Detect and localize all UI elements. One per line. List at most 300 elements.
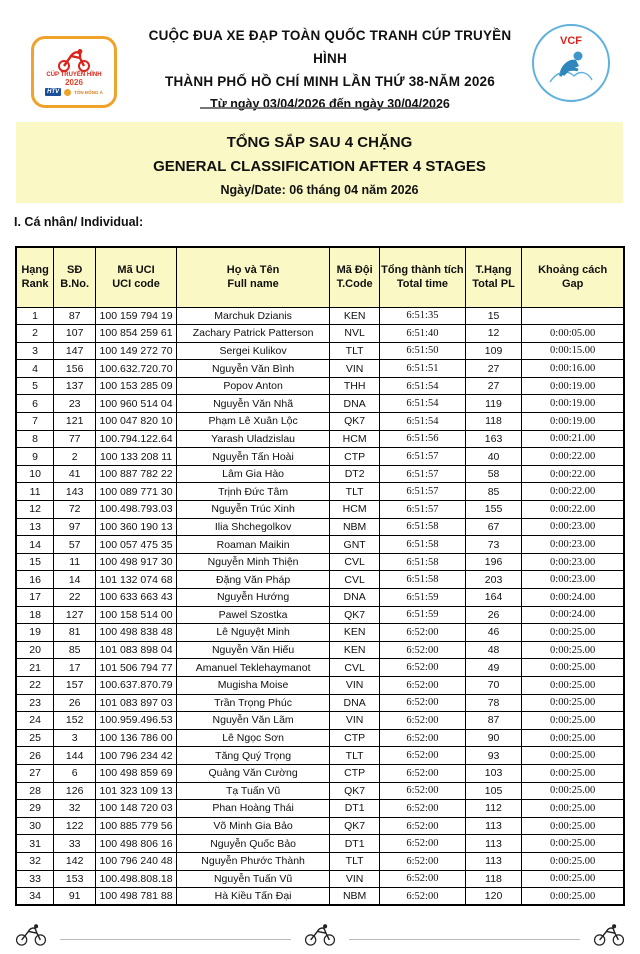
total-time-cell: 6:52:00 bbox=[380, 835, 466, 853]
bib-number-cell: 122 bbox=[54, 817, 96, 835]
bib-number-cell: 91 bbox=[54, 888, 96, 906]
total-pl-cell: 155 bbox=[465, 501, 522, 519]
full-name-cell: Lâm Gia Hào bbox=[176, 465, 329, 483]
uci-code-cell: 100 498 781 88 bbox=[96, 888, 177, 906]
full-name-cell: Roaman Maikin bbox=[176, 536, 329, 554]
uci-code-cell: 101 506 794 77 bbox=[96, 659, 177, 677]
table-row bbox=[16, 817, 624, 835]
total-time-cell: 6:51:54 bbox=[380, 395, 466, 413]
gap-cell bbox=[522, 307, 624, 325]
total-time-cell: 6:51:35 bbox=[380, 307, 466, 325]
ton-dong-a-icon bbox=[64, 89, 71, 96]
uci-code-cell: 100 498 859 69 bbox=[96, 764, 177, 782]
uci-code-cell: 101 083 897 03 bbox=[96, 694, 177, 712]
gc-table-body bbox=[16, 307, 624, 905]
uci-code-cell: 100 960 514 04 bbox=[96, 395, 177, 413]
full-name-cell: Sergei Kulikov bbox=[176, 342, 329, 360]
full-name-cell: Nguyễn Văn Nhã bbox=[176, 395, 329, 413]
rank-cell: 30 bbox=[16, 817, 54, 835]
rank-cell: 2 bbox=[16, 325, 54, 343]
total-time-cell: 6:51:58 bbox=[380, 571, 466, 589]
team-code-cell: DT2 bbox=[330, 465, 380, 483]
table-row bbox=[16, 729, 624, 747]
table-row bbox=[16, 782, 624, 800]
rank-cell: 18 bbox=[16, 606, 54, 624]
total-pl-cell: 40 bbox=[465, 448, 522, 466]
uci-code-cell: 100 498 838 48 bbox=[96, 624, 177, 642]
document-footer bbox=[0, 912, 640, 948]
footer-line bbox=[60, 939, 291, 940]
total-time-cell: 6:51:57 bbox=[380, 465, 466, 483]
total-time-cell: 6:51:40 bbox=[380, 325, 466, 343]
team-code-cell: QK7 bbox=[330, 606, 380, 624]
full-name-cell: Đặng Văn Pháp bbox=[176, 571, 329, 589]
vcf-logo bbox=[532, 24, 610, 102]
bib-number-cell: 152 bbox=[54, 712, 96, 730]
footer-line bbox=[349, 939, 580, 940]
bib-number-cell: 157 bbox=[54, 676, 96, 694]
bib-number-cell: 127 bbox=[54, 606, 96, 624]
bib-number-cell: 97 bbox=[54, 518, 96, 536]
event-title-line1: CUỘC ĐUA XE ĐẠP TOÀN QUỐC TRANH CÚP TRUYỀN HÌNH bbox=[148, 28, 512, 66]
table-row bbox=[16, 747, 624, 765]
table-row bbox=[16, 483, 624, 501]
team-code-cell: QK7 bbox=[330, 817, 380, 835]
uci-code-cell: 100.498.793.03 bbox=[96, 501, 177, 519]
full-name-cell: Marchuk Dzianis bbox=[176, 307, 329, 325]
full-name-cell: Nguyễn Trúc Xinh bbox=[176, 501, 329, 519]
full-name-cell: Nguyễn Văn Bình bbox=[176, 360, 329, 378]
team-code-cell: DNA bbox=[330, 589, 380, 607]
total-time-cell: 6:52:00 bbox=[380, 659, 466, 677]
general-classification-table bbox=[15, 246, 625, 906]
table-row bbox=[16, 395, 624, 413]
table-row bbox=[16, 835, 624, 853]
total-pl-cell: 119 bbox=[465, 395, 522, 413]
rank-cell: 12 bbox=[16, 501, 54, 519]
table-row bbox=[16, 624, 624, 642]
bib-number-cell: 72 bbox=[54, 501, 96, 519]
gap-cell: 0:00:23.00 bbox=[522, 553, 624, 571]
full-name-cell: Nguyễn Tấn Hoài bbox=[176, 448, 329, 466]
rank-cell: 13 bbox=[16, 518, 54, 536]
rank-cell: 16 bbox=[16, 571, 54, 589]
uci-code-cell: 100.498.808.18 bbox=[96, 870, 177, 888]
gap-cell: 0:00:05.00 bbox=[522, 325, 624, 343]
bib-number-cell: 85 bbox=[54, 641, 96, 659]
total-time-cell: 6:51:54 bbox=[380, 377, 466, 395]
total-pl-cell: 112 bbox=[465, 800, 522, 818]
table-row bbox=[16, 888, 624, 906]
total-pl-cell: 196 bbox=[465, 553, 522, 571]
total-pl-cell: 164 bbox=[465, 589, 522, 607]
bib-number-cell: 142 bbox=[54, 852, 96, 870]
team-code-cell: KEN bbox=[330, 624, 380, 642]
bib-number-cell: 143 bbox=[54, 483, 96, 501]
table-row bbox=[16, 852, 624, 870]
team-code-cell: DNA bbox=[330, 694, 380, 712]
total-pl-cell: 27 bbox=[465, 377, 522, 395]
uci-code-cell: 100 498 806 16 bbox=[96, 835, 177, 853]
banner-date: Ngày/Date: 06 tháng 04 năm 2026 bbox=[220, 183, 419, 197]
bib-number-cell: 3 bbox=[54, 729, 96, 747]
bib-number-cell: 81 bbox=[54, 624, 96, 642]
rank-cell: 4 bbox=[16, 360, 54, 378]
team-code-cell: THH bbox=[330, 377, 380, 395]
rank-cell: 21 bbox=[16, 659, 54, 677]
event-title-line2: THÀNH PHỐ HỒ CHÍ MINH LẦN THỨ 38-NĂM 2026 bbox=[165, 74, 495, 89]
section-label-individual: I. Cá nhân/ Individual: bbox=[14, 215, 144, 229]
total-pl-cell: 103 bbox=[465, 764, 522, 782]
full-name-cell: Phạm Lê Xuân Lộc bbox=[176, 413, 329, 431]
bib-number-cell: 147 bbox=[54, 342, 96, 360]
rank-cell: 24 bbox=[16, 712, 54, 730]
cyclist-icon bbox=[303, 920, 337, 948]
full-name-cell: Nguyễn Minh Thiện bbox=[176, 553, 329, 571]
gap-cell: 0:00:19.00 bbox=[522, 413, 624, 431]
cup-logo-sponsors bbox=[45, 88, 103, 96]
uci-code-cell: 100 498 917 30 bbox=[96, 553, 177, 571]
uci-code-cell: 101 083 898 04 bbox=[96, 641, 177, 659]
full-name-cell: Phan Hoàng Thái bbox=[176, 800, 329, 818]
total-pl-cell: 67 bbox=[465, 518, 522, 536]
classification-banner bbox=[16, 122, 623, 203]
gap-cell: 0:00:24.00 bbox=[522, 589, 624, 607]
team-code-cell: VIN bbox=[330, 870, 380, 888]
total-time-cell: 6:51:51 bbox=[380, 360, 466, 378]
team-code-cell: KEN bbox=[330, 641, 380, 659]
total-pl-cell: 15 bbox=[465, 307, 522, 325]
rank-cell: 14 bbox=[16, 536, 54, 554]
total-pl-cell: 120 bbox=[465, 888, 522, 906]
uci-code-cell: 100.794.122.64 bbox=[96, 430, 177, 448]
team-code-cell: CVL bbox=[330, 571, 380, 589]
rank-cell: 7 bbox=[16, 413, 54, 431]
bib-number-cell: 33 bbox=[54, 835, 96, 853]
cyclist-icon bbox=[592, 920, 626, 948]
col-header-uci: Mã UCI UCI code bbox=[96, 247, 177, 307]
rank-cell: 25 bbox=[16, 729, 54, 747]
team-code-cell: VIN bbox=[330, 712, 380, 730]
full-name-cell: Lê Nguyệt Minh bbox=[176, 624, 329, 642]
uci-code-cell: 100 136 786 00 bbox=[96, 729, 177, 747]
total-time-cell: 6:52:00 bbox=[380, 817, 466, 835]
team-code-cell: HCM bbox=[330, 430, 380, 448]
table-row bbox=[16, 465, 624, 483]
rank-cell: 33 bbox=[16, 870, 54, 888]
total-pl-cell: 26 bbox=[465, 606, 522, 624]
table-row bbox=[16, 342, 624, 360]
rank-cell: 29 bbox=[16, 800, 54, 818]
full-name-cell: Yarash Uladzislau bbox=[176, 430, 329, 448]
rank-cell: 19 bbox=[16, 624, 54, 642]
total-pl-cell: 118 bbox=[465, 870, 522, 888]
full-name-cell: Zachary Patrick Patterson bbox=[176, 325, 329, 343]
bib-number-cell: 6 bbox=[54, 764, 96, 782]
table-row bbox=[16, 606, 624, 624]
uci-code-cell: 100 885 779 56 bbox=[96, 817, 177, 835]
bib-number-cell: 22 bbox=[54, 589, 96, 607]
table-row bbox=[16, 641, 624, 659]
bib-number-cell: 17 bbox=[54, 659, 96, 677]
full-name-cell: Ilia Shchegolkov bbox=[176, 518, 329, 536]
rank-cell: 26 bbox=[16, 747, 54, 765]
table-row bbox=[16, 377, 624, 395]
full-name-cell: Tạ Tuấn Vũ bbox=[176, 782, 329, 800]
bib-number-cell: 2 bbox=[54, 448, 96, 466]
total-pl-cell: 93 bbox=[465, 747, 522, 765]
rank-cell: 23 bbox=[16, 694, 54, 712]
gap-cell: 0:00:25.00 bbox=[522, 782, 624, 800]
uci-code-cell: 101 132 074 68 bbox=[96, 571, 177, 589]
total-time-cell: 6:52:00 bbox=[380, 694, 466, 712]
rank-cell: 10 bbox=[16, 465, 54, 483]
uci-code-cell: 100.637.870.79 bbox=[96, 676, 177, 694]
total-pl-cell: 78 bbox=[465, 694, 522, 712]
full-name-cell: Nguyễn Văn Lãm bbox=[176, 712, 329, 730]
rank-cell: 22 bbox=[16, 676, 54, 694]
rank-cell: 11 bbox=[16, 483, 54, 501]
full-name-cell: Trần Trọng Phúc bbox=[176, 694, 329, 712]
rank-cell: 1 bbox=[16, 307, 54, 325]
gap-cell: 0:00:22.00 bbox=[522, 483, 624, 501]
team-code-cell: TLT bbox=[330, 747, 380, 765]
total-pl-cell: 113 bbox=[465, 817, 522, 835]
full-name-cell: Nguyễn Hướng bbox=[176, 589, 329, 607]
table-row bbox=[16, 694, 624, 712]
full-name-cell: Quảng Văn Cường bbox=[176, 764, 329, 782]
event-title bbox=[130, 24, 530, 116]
team-code-cell: DNA bbox=[330, 395, 380, 413]
gap-cell: 0:00:25.00 bbox=[522, 835, 624, 853]
gap-cell: 0:00:23.00 bbox=[522, 518, 624, 536]
bib-number-cell: 87 bbox=[54, 307, 96, 325]
total-time-cell: 6:52:00 bbox=[380, 852, 466, 870]
gap-cell: 0:00:16.00 bbox=[522, 360, 624, 378]
full-name-cell: Nguyễn Quốc Bảo bbox=[176, 835, 329, 853]
rank-cell: 32 bbox=[16, 852, 54, 870]
team-code-cell: CTP bbox=[330, 764, 380, 782]
table-row bbox=[16, 589, 624, 607]
vcf-logo-abbr: VCF bbox=[560, 35, 582, 47]
gap-cell: 0:00:19.00 bbox=[522, 395, 624, 413]
htv-cup-logo bbox=[31, 36, 117, 108]
full-name-cell: Mugisha Moise bbox=[176, 676, 329, 694]
total-time-cell: 6:52:00 bbox=[380, 729, 466, 747]
bib-number-cell: 26 bbox=[54, 694, 96, 712]
table-row bbox=[16, 501, 624, 519]
gap-cell: 0:00:15.00 bbox=[522, 342, 624, 360]
bib-number-cell: 137 bbox=[54, 377, 96, 395]
team-code-cell: KEN bbox=[330, 307, 380, 325]
total-time-cell: 6:52:00 bbox=[380, 676, 466, 694]
total-pl-cell: 87 bbox=[465, 712, 522, 730]
gap-cell: 0:00:25.00 bbox=[522, 624, 624, 642]
team-code-cell: VIN bbox=[330, 676, 380, 694]
total-pl-cell: 109 bbox=[465, 342, 522, 360]
total-pl-cell: 90 bbox=[465, 729, 522, 747]
header-divider bbox=[200, 107, 438, 109]
team-code-cell: CTP bbox=[330, 729, 380, 747]
uci-code-cell: 100 159 794 19 bbox=[96, 307, 177, 325]
total-pl-cell: 105 bbox=[465, 782, 522, 800]
table-row bbox=[16, 536, 624, 554]
total-time-cell: 6:52:00 bbox=[380, 870, 466, 888]
gap-cell: 0:00:25.00 bbox=[522, 800, 624, 818]
bib-number-cell: 11 bbox=[54, 553, 96, 571]
cyclist-icon bbox=[548, 46, 594, 86]
team-code-cell: QK7 bbox=[330, 782, 380, 800]
gap-cell: 0:00:25.00 bbox=[522, 764, 624, 782]
uci-code-cell: 100 153 285 09 bbox=[96, 377, 177, 395]
full-name-cell: Nguyễn Tuấn Vũ bbox=[176, 870, 329, 888]
bib-number-cell: 121 bbox=[54, 413, 96, 431]
full-name-cell: Nguyễn Phước Thành bbox=[176, 852, 329, 870]
table-row bbox=[16, 325, 624, 343]
table-row bbox=[16, 712, 624, 730]
table-header-row bbox=[16, 247, 624, 307]
rank-cell: 34 bbox=[16, 888, 54, 906]
gap-cell: 0:00:25.00 bbox=[522, 712, 624, 730]
total-time-cell: 6:52:00 bbox=[380, 764, 466, 782]
full-name-cell: Trịnh Đức Tâm bbox=[176, 483, 329, 501]
team-code-cell: DT1 bbox=[330, 835, 380, 853]
event-date-range: Từ ngày 03/04/2026 đến ngày 30/04/2026 bbox=[210, 97, 450, 111]
bib-number-cell: 32 bbox=[54, 800, 96, 818]
bib-number-cell: 77 bbox=[54, 430, 96, 448]
uci-code-cell: 100 057 475 35 bbox=[96, 536, 177, 554]
total-time-cell: 6:52:00 bbox=[380, 888, 466, 906]
team-code-cell: TLT bbox=[330, 483, 380, 501]
total-time-cell: 6:52:00 bbox=[380, 624, 466, 642]
total-time-cell: 6:51:58 bbox=[380, 553, 466, 571]
col-header-time: Tổng thành tích Total time bbox=[380, 247, 466, 307]
gap-cell: 0:00:25.00 bbox=[522, 817, 624, 835]
team-code-cell: GNT bbox=[330, 536, 380, 554]
col-header-gap: Khoảng cách Gap bbox=[522, 247, 624, 307]
banner-title-en: GENERAL CLASSIFICATION AFTER 4 STAGES bbox=[153, 158, 486, 175]
table-row bbox=[16, 764, 624, 782]
total-pl-cell: 118 bbox=[465, 413, 522, 431]
total-time-cell: 6:51:57 bbox=[380, 483, 466, 501]
rank-cell: 6 bbox=[16, 395, 54, 413]
table-row bbox=[16, 659, 624, 677]
gap-cell: 0:00:19.00 bbox=[522, 377, 624, 395]
gap-cell: 0:00:22.00 bbox=[522, 501, 624, 519]
team-code-cell: NVL bbox=[330, 325, 380, 343]
team-code-cell: CVL bbox=[330, 553, 380, 571]
gap-cell: 0:00:24.00 bbox=[522, 606, 624, 624]
rank-cell: 31 bbox=[16, 835, 54, 853]
table-row bbox=[16, 307, 624, 325]
total-pl-cell: 203 bbox=[465, 571, 522, 589]
total-time-cell: 6:52:00 bbox=[380, 712, 466, 730]
cup-logo-name: CÚP TRUYỀN HÌNH bbox=[46, 72, 102, 78]
total-pl-cell: 48 bbox=[465, 641, 522, 659]
rank-cell: 9 bbox=[16, 448, 54, 466]
table-row bbox=[16, 676, 624, 694]
table-row bbox=[16, 870, 624, 888]
full-name-cell: Popov Anton bbox=[176, 377, 329, 395]
uci-code-cell: 100 854 259 61 bbox=[96, 325, 177, 343]
gap-cell: 0:00:25.00 bbox=[522, 694, 624, 712]
total-time-cell: 6:51:56 bbox=[380, 430, 466, 448]
total-pl-cell: 58 bbox=[465, 465, 522, 483]
total-pl-cell: 49 bbox=[465, 659, 522, 677]
team-code-cell: DT1 bbox=[330, 800, 380, 818]
gap-cell: 0:00:25.00 bbox=[522, 641, 624, 659]
table-row bbox=[16, 430, 624, 448]
table-row bbox=[16, 518, 624, 536]
rank-cell: 20 bbox=[16, 641, 54, 659]
total-time-cell: 6:52:00 bbox=[380, 782, 466, 800]
total-time-cell: 6:51:57 bbox=[380, 501, 466, 519]
uci-code-cell: 100.632.720.70 bbox=[96, 360, 177, 378]
uci-code-cell: 100 887 782 22 bbox=[96, 465, 177, 483]
uci-code-cell: 100 133 208 11 bbox=[96, 448, 177, 466]
gap-cell: 0:00:25.00 bbox=[522, 676, 624, 694]
total-time-cell: 6:51:50 bbox=[380, 342, 466, 360]
uci-code-cell: 100 158 514 00 bbox=[96, 606, 177, 624]
full-name-cell: Lê Ngọc Sơn bbox=[176, 729, 329, 747]
rank-cell: 27 bbox=[16, 764, 54, 782]
col-header-name: Họ và Tên Full name bbox=[176, 247, 329, 307]
document-header bbox=[0, 0, 640, 118]
bib-number-cell: 153 bbox=[54, 870, 96, 888]
bib-number-cell: 57 bbox=[54, 536, 96, 554]
htv-logo: HTV bbox=[47, 89, 60, 95]
gap-cell: 0:00:21.00 bbox=[522, 430, 624, 448]
uci-code-cell: 100 360 190 13 bbox=[96, 518, 177, 536]
gap-cell: 0:00:23.00 bbox=[522, 536, 624, 554]
total-time-cell: 6:52:00 bbox=[380, 800, 466, 818]
total-pl-cell: 113 bbox=[465, 835, 522, 853]
col-header-bno: SĐ B.No. bbox=[54, 247, 96, 307]
table-row bbox=[16, 800, 624, 818]
team-code-cell: CTP bbox=[330, 448, 380, 466]
bib-number-cell: 23 bbox=[54, 395, 96, 413]
full-name-cell: Võ Minh Gia Bảo bbox=[176, 817, 329, 835]
team-code-cell: NBM bbox=[330, 888, 380, 906]
total-pl-cell: 73 bbox=[465, 536, 522, 554]
ton-dong-a-label: TÔN ĐÔNG Á bbox=[74, 89, 103, 95]
team-code-cell: HCM bbox=[330, 501, 380, 519]
full-name-cell: Pawel Szostka bbox=[176, 606, 329, 624]
uci-code-cell: 100 796 240 48 bbox=[96, 852, 177, 870]
table-row bbox=[16, 553, 624, 571]
total-time-cell: 6:51:59 bbox=[380, 606, 466, 624]
total-time-cell: 6:51:58 bbox=[380, 518, 466, 536]
full-name-cell: Tăng Quý Trọng bbox=[176, 747, 329, 765]
col-header-rank: Hạng Rank bbox=[16, 247, 54, 307]
bib-number-cell: 41 bbox=[54, 465, 96, 483]
total-time-cell: 6:52:00 bbox=[380, 641, 466, 659]
col-header-team: Mã Đội T.Code bbox=[330, 247, 380, 307]
total-time-cell: 6:51:58 bbox=[380, 536, 466, 554]
uci-code-cell: 100 633 663 43 bbox=[96, 589, 177, 607]
uci-code-cell: 100.959.496.53 bbox=[96, 712, 177, 730]
cyclist-icon bbox=[54, 48, 94, 72]
table-row bbox=[16, 413, 624, 431]
table-row bbox=[16, 360, 624, 378]
gap-cell: 0:00:25.00 bbox=[522, 870, 624, 888]
team-code-cell: QK7 bbox=[330, 413, 380, 431]
uci-code-cell: 101 323 109 13 bbox=[96, 782, 177, 800]
rank-cell: 5 bbox=[16, 377, 54, 395]
total-pl-cell: 163 bbox=[465, 430, 522, 448]
total-time-cell: 6:52:00 bbox=[380, 747, 466, 765]
gap-cell: 0:00:25.00 bbox=[522, 747, 624, 765]
